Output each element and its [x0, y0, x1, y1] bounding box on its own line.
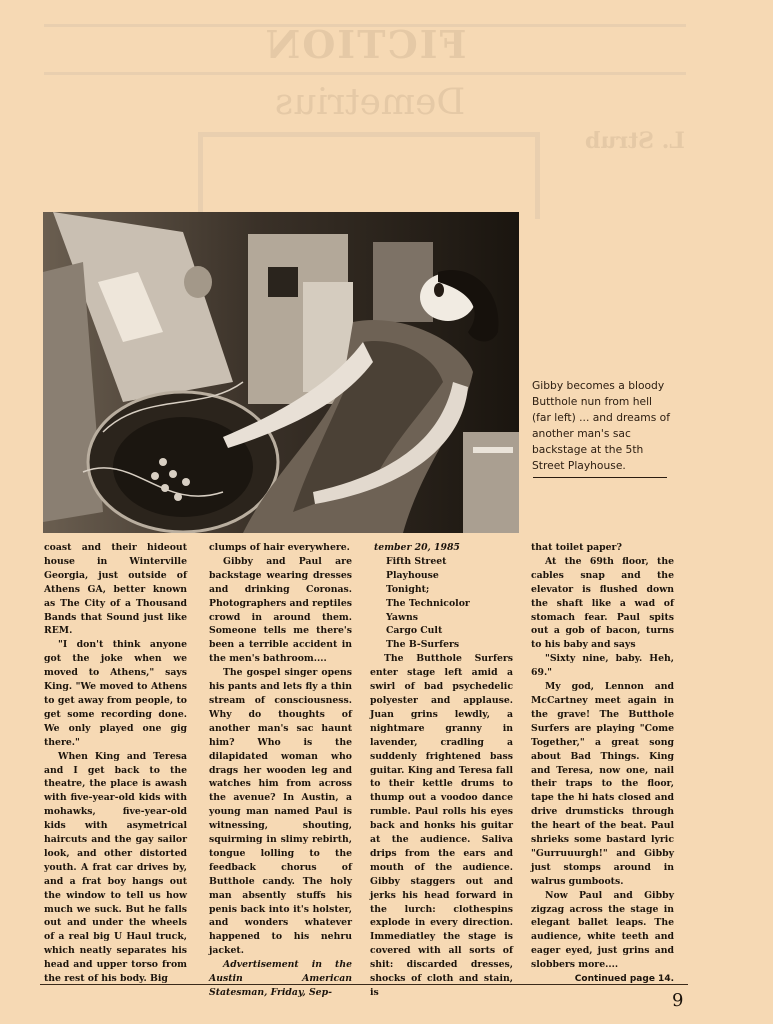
paragraph: Now Paul and Gibby zigzag across the stage in elegant ballet leaps. The audience, white teeth and eager eyed, just grins and slobbers more.... — [531, 889, 674, 971]
article-column-1 — [44, 541, 187, 986]
paragraph: When King and Teresa and I get back to the theatre, the place is awash with five-year-old kids with mohawks, five-year-old kids with asymetrical haircuts and the gay sailor look, and other distorted youth. A frat car drives by, and a frat boy hangs out the window to tell us how much we suck. But he falls out and under the wheels of a real big U Haul truck, which neatly separates his head and upper torso from the rest of his body. Big — [44, 750, 187, 985]
bleed-rule-mid — [44, 72, 686, 75]
paragraph: Gibby and Paul are backstage wearing dresses and drinking Coronas. Photographers and reptiles crowd in around them. Someone tells me there's been a terrible accident in the men's bathroom.... — [209, 555, 352, 665]
listing-line: Cargo Cult — [386, 625, 443, 637]
bleed-section-header: FICTION — [263, 22, 467, 67]
continued-notice: Continued page 14. — [574, 974, 674, 985]
listing-line: Tonight; — [386, 583, 430, 595]
paragraph: clumps of hair everywhere. — [209, 542, 350, 553]
bottom-rule — [40, 984, 688, 985]
performance-photo — [43, 212, 519, 533]
advertisement-listing — [370, 555, 513, 652]
bleed-title: Demetrius — [274, 82, 466, 123]
paragraph: "I don't think anyone got the joke when we moved to Athens," says King. "We moved to Athens to get away from people, to get some recording done. We only played one gig there." — [44, 639, 187, 748]
paragraph: coast and their hideout house in Winterville Georgia, just outside of Athens GA, better known as The City of a Thousand Bands that Sound just like REM. — [44, 542, 187, 637]
paragraph: that toilet paper? — [531, 542, 622, 553]
page-number: 9 — [672, 990, 684, 1011]
caption-rule — [533, 477, 667, 478]
paragraph: At the 69th floor, the cables snap and the elevator is flushed down the shaft like a wad of stomach fear. Paul spits out a gob of bacon, turns to his baby and says — [531, 555, 674, 651]
advertisement-intro: Advertisement in the Austin American Statesman, Friday, Sep- — [209, 959, 352, 998]
photo-illustration — [43, 212, 519, 533]
listing-line: The B-Surfers — [386, 639, 460, 651]
listing-line: Yawns — [386, 611, 418, 623]
photo-caption: Gibby becomes a bloody Butthole nun from hell (far left) ... and dreams of another man's sac backstage at the 5th Street Playhouse. — [532, 379, 670, 472]
bleed-author: L. Strub — [585, 128, 685, 154]
article-column-3 — [370, 541, 513, 1000]
paragraph: My god, Lennon and McCartney meet again in the grave! The Butthole Surfers are playing "Come Together," a great song about Bad Things. King and Teresa, now one, nail their traps to the floor, tape the hi hats closed and drive drumsticks through the heart of the beat. Paul shrieks some bastard lyric "Gurruuurgh!" and Gibby just stomps around in walrus gumboots. — [531, 681, 674, 887]
paragraph: "Sixty nine, baby. Heh, 69." — [531, 653, 674, 679]
article-column-2 — [209, 541, 352, 1000]
listing-line: Fifth Street — [386, 555, 447, 567]
paragraph: The gospel singer opens his pants and lets fly a thin stream of consciousness. Why do thoughts of another man's sac haunt him? Who is the dilapidated woman who drags her wooden leg and watches him from across the avenue? In Austin, a young man named Paul is witnessing, shouting, squirming in slimy rebirth, tongue lolling to the feedback chorus of Butthole candy. The holy man absently stuffs his penis back into it's holster, and wonders whatever happened to his nehru jacket. — [209, 667, 352, 957]
paragraph: The Butthole Surfers enter stage left amid a swirl of bad psychedelic polyester and applause. Juan grins lewdly, a nightmare granny in lavender, cradling a suddenly frightened bass guitar. King and Teresa fall to their kettle drums to thump out a voodoo dance rumble. Paul rolls his eyes back and honks his guitar at the audience. Saliva drips from the ears and mouth of the audience. Gibby staggers out and jerks his head forward in the lurch: clothespins explode in every direction. Immediatley the stage is covered with all sorts of shit: discarded dresses, shocks of cloth and stain, is — [370, 653, 513, 998]
advertisement-date: tember 20, 1985 — [374, 542, 460, 553]
listing-line: The Technicolor — [386, 597, 470, 609]
article-column-4 — [531, 541, 674, 987]
bleed-frame — [198, 132, 540, 219]
listing-line: Playhouse — [386, 569, 439, 581]
